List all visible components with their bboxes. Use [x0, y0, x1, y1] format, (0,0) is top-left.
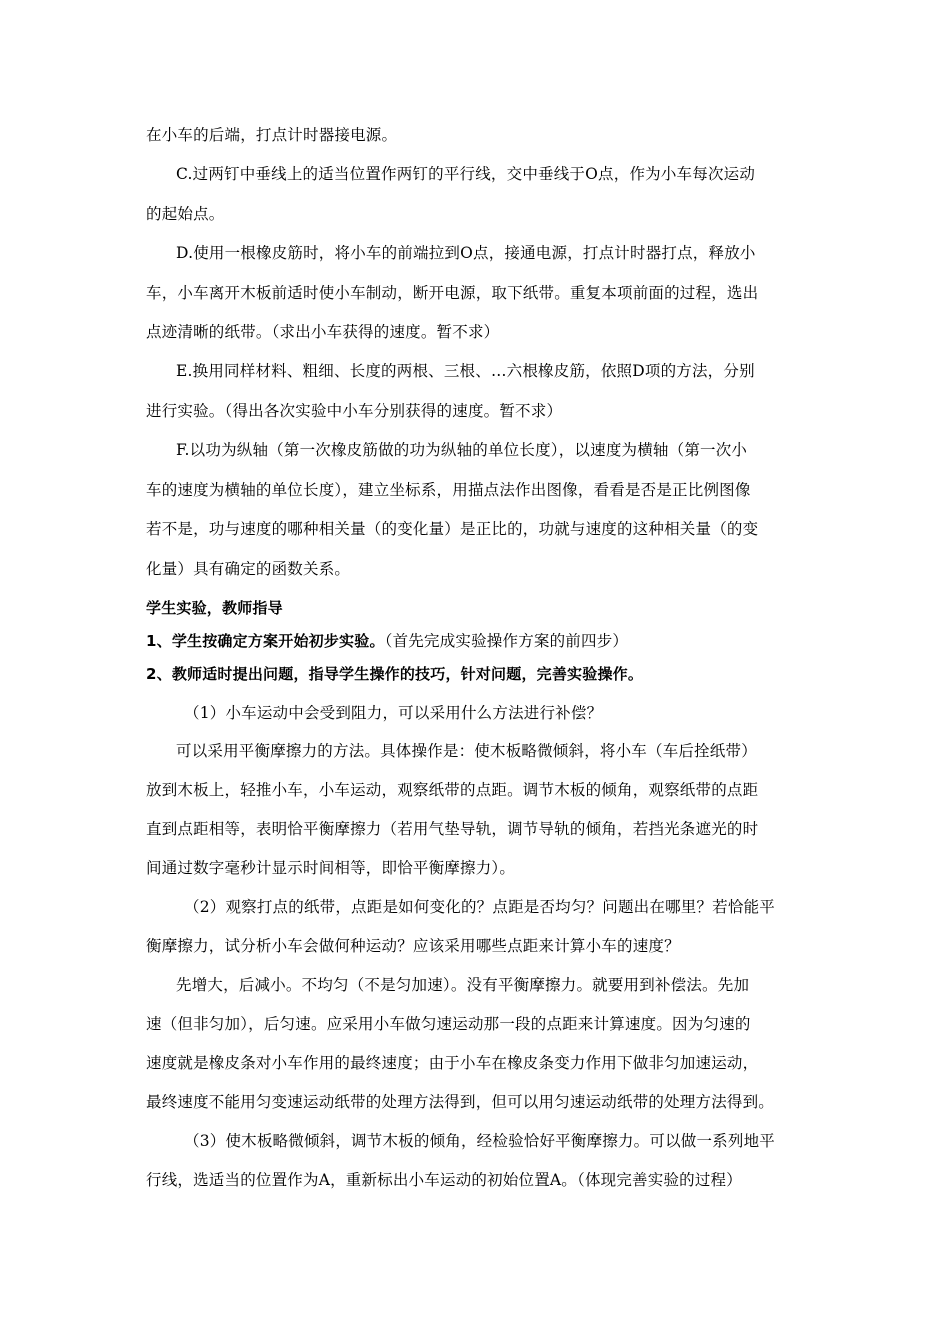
text-line: 间通过数字毫秒计显示时间相等，即恰平衡摩擦力）。 — [146, 859, 516, 877]
numbered-item-1 — [146, 631, 628, 651]
item-1-note: （首先完成实验操作方案的前四步） — [384, 632, 629, 650]
text-line: 速度就是橡皮条对小车作用的最终速度；由于小车在橡皮条变力作用下做非匀加速运动， — [146, 1054, 759, 1072]
text-line: 化量）具有确定的函数关系。 — [146, 560, 351, 578]
text-line: 先增大，后减小。不均匀（不是匀加速）。没有平衡摩擦力。就要用到补偿法。先加 — [176, 976, 750, 994]
text-line: 行线，选适当的位置作为A，重新标出小车运动的初始位置A。（体现完善实验的过程） — [146, 1171, 742, 1189]
text-line: 速（但非匀加），后匀速。应采用小车做匀速运动那一段的点距来计算速度。因为匀速的 — [146, 1015, 751, 1033]
numbered-item-2: 2、教师适时提出问题，指导学生操作的技巧，针对问题，完善实验操作。 — [146, 665, 644, 683]
text-line: 在小车的后端，打点计时器接电源。 — [146, 126, 398, 144]
text-line: 车的速度为横轴的单位长度），建立坐标系，用描点法作出图像，看看是否是正比例图像 — [146, 481, 751, 499]
section-heading: 学生实验，教师指导 — [146, 599, 283, 617]
text-line: 点迹清晰的纸带。（求出小车获得的速度。暂不求） — [146, 323, 500, 341]
text-line: 进行实验。（得出各次实验中小车分别获得的速度。暂不求） — [146, 402, 563, 420]
text-line: 车，小车离开木板前适时使小车制动，断开电源，取下纸带。重复本项前面的过程，选出 — [146, 284, 759, 302]
step-f-line: F.以功为纵轴（第一次橡皮筋做的功为纵轴的单位长度），以速度为横轴（第一次小 — [176, 441, 748, 459]
text-line: 最终速度不能用匀变速运动纸带的处理方法得到，但可以用匀速运动纸带的处理方法得到。 — [146, 1093, 775, 1111]
text-line: 衡摩擦力，试分析小车会做何种运动？应该采用哪些点距来计算小车的速度？ — [146, 937, 680, 955]
text-line: 的起始点。 — [146, 205, 225, 223]
step-c-line: C.过两钉中垂线上的适当位置作两钉的平行线，交中垂线于O点，作为小车每次运动 — [176, 165, 756, 183]
step-e-line: E.换用同样材料、粗细、长度的两根、三根、…六根橡皮筋，依照D项的方法，分别 — [176, 362, 755, 380]
item-1-bold-text: 1、学生按确定方案开始初步实验。 — [146, 632, 385, 650]
text-line: 可以采用平衡摩擦力的方法。具体操作是：使木板略微倾斜，将小车（车后拴纸带） — [176, 742, 757, 760]
question-2: （2）观察打点的纸带，点距是如何变化的？点距是否均匀？问题出在哪里？若恰能平 — [184, 898, 775, 916]
step-d-line: D.使用一根橡皮筋时，将小车的前端拉到O点，接通电源，打点计时器打点，释放小 — [176, 244, 756, 262]
text-line: 若不是，功与速度的哪种相关量（的变化量）是正比的，功就与速度的这种相关量（的变 — [146, 520, 759, 538]
text-line: 直到点距相等，表明恰平衡摩擦力（若用气垫导轨，调节导轨的倾角，若挡光条遮光的时 — [146, 820, 759, 838]
text-line: 放到木板上，轻推小车，小车运动，观察纸带的点距。调节木板的倾角，观察纸带的点距 — [146, 781, 759, 799]
question-3: （3）使木板略微倾斜，调节木板的倾角，经检验恰好平衡摩擦力。可以做一系列地平 — [184, 1132, 775, 1150]
question-1: （1）小车运动中会受到阻力，可以采用什么方法进行补偿？ — [184, 704, 603, 722]
